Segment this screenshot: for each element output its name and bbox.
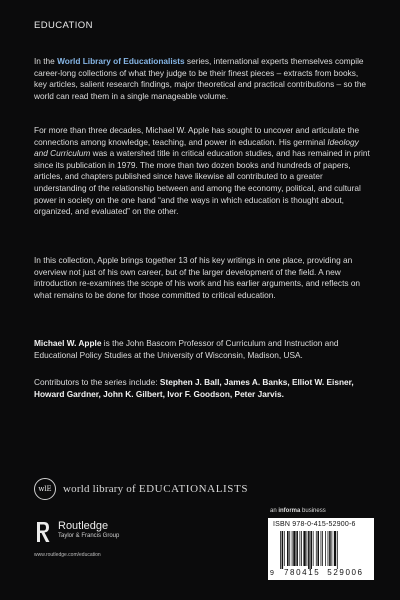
informa-prefix: an <box>270 508 279 514</box>
author-bio <box>34 338 372 361</box>
contributor-names: Stephen J. Ball, James A. Banks, Elliot W. Eisner, Howard Gardner, John K. Gilbert, Ivor F. Goodson, Peter Jarvis. <box>34 377 354 399</box>
para2-after: was a watershed title in critical education studies, and has remained in print since its publication in 1979. The more than two dozen books and hundreds of papers, articles, and chapters published since have likewise all contributed to a greater understanding of the relationship between and among the economy, political, and cultural power in society on the one hand “and the ways in which education is thought about, organized, and evaluated” on the other. <box>34 148 370 217</box>
informa-brand: informa <box>278 508 301 514</box>
collection-paragraph: In this collection, Apple brings together 13 of his key writings in one place, providing an overview not just of his own career, but of the larger development of the field. A new introduction re-examines the scope of his work and his earlier arguments, and reflects on what remains to be done for those committed to critical education. <box>34 255 361 300</box>
series-logo <box>34 478 248 500</box>
wle-badge-icon: wlE <box>34 478 56 500</box>
isbn-barcode <box>268 518 374 580</box>
contributors-lead: Contributors to the series include: <box>34 377 160 387</box>
subject-heading: EDUCATION <box>34 20 93 31</box>
series-logo-text <box>63 483 248 495</box>
intro-prefix: In the <box>34 56 58 66</box>
informa-suffix: business <box>300 508 326 514</box>
barcode-digit-first: 9 <box>270 570 274 577</box>
para2-before: For more than three decades, Michael W. Apple has sought to uncover and articulate the connections among knowledge, teaching, and power in education. His germinal <box>34 125 360 147</box>
series-logo-caps: EDUCATIONALISTS <box>138 483 249 495</box>
barcode-digits-group1: 780415 <box>284 568 321 577</box>
series-intro-paragraph <box>34 56 372 102</box>
author-name: Michael W. Apple <box>34 338 102 348</box>
publisher-url: www.routledge.com/education <box>34 552 101 558</box>
routledge-icon <box>34 520 52 544</box>
barcode-bars-icon <box>280 531 364 569</box>
intro-suffix: series, international experts themselves compile career-long collections of what they judge to be their finest pieces – extracts from books, key articles, salient research findings, major theoretical and practical contributions – so the world can read them in a single manageable volume. <box>34 56 367 101</box>
apple-overview-paragraph <box>34 125 372 218</box>
publisher-logo <box>34 520 119 544</box>
publisher-name: Routledge <box>58 520 109 532</box>
isbn-text: ISBN 978-0-415-52900-6 <box>273 521 356 528</box>
book-title: Ideology and Curriculum <box>34 136 359 159</box>
series-logo-lower: world library of <box>63 483 139 495</box>
barcode-digits-group2: 529006 <box>327 568 364 577</box>
informa-tagline <box>270 508 326 514</box>
publisher-group: Taylor & Francis Group <box>58 533 120 539</box>
barcode-digits <box>270 568 372 577</box>
contributors-list <box>34 377 372 400</box>
series-name: World Library of Educationalists <box>57 56 185 66</box>
author-bio-text: is the John Bascom Professor of Curriculum and Instruction and Educational Policy Studies at the University of Wisconsin, Madison, USA. <box>34 338 339 360</box>
